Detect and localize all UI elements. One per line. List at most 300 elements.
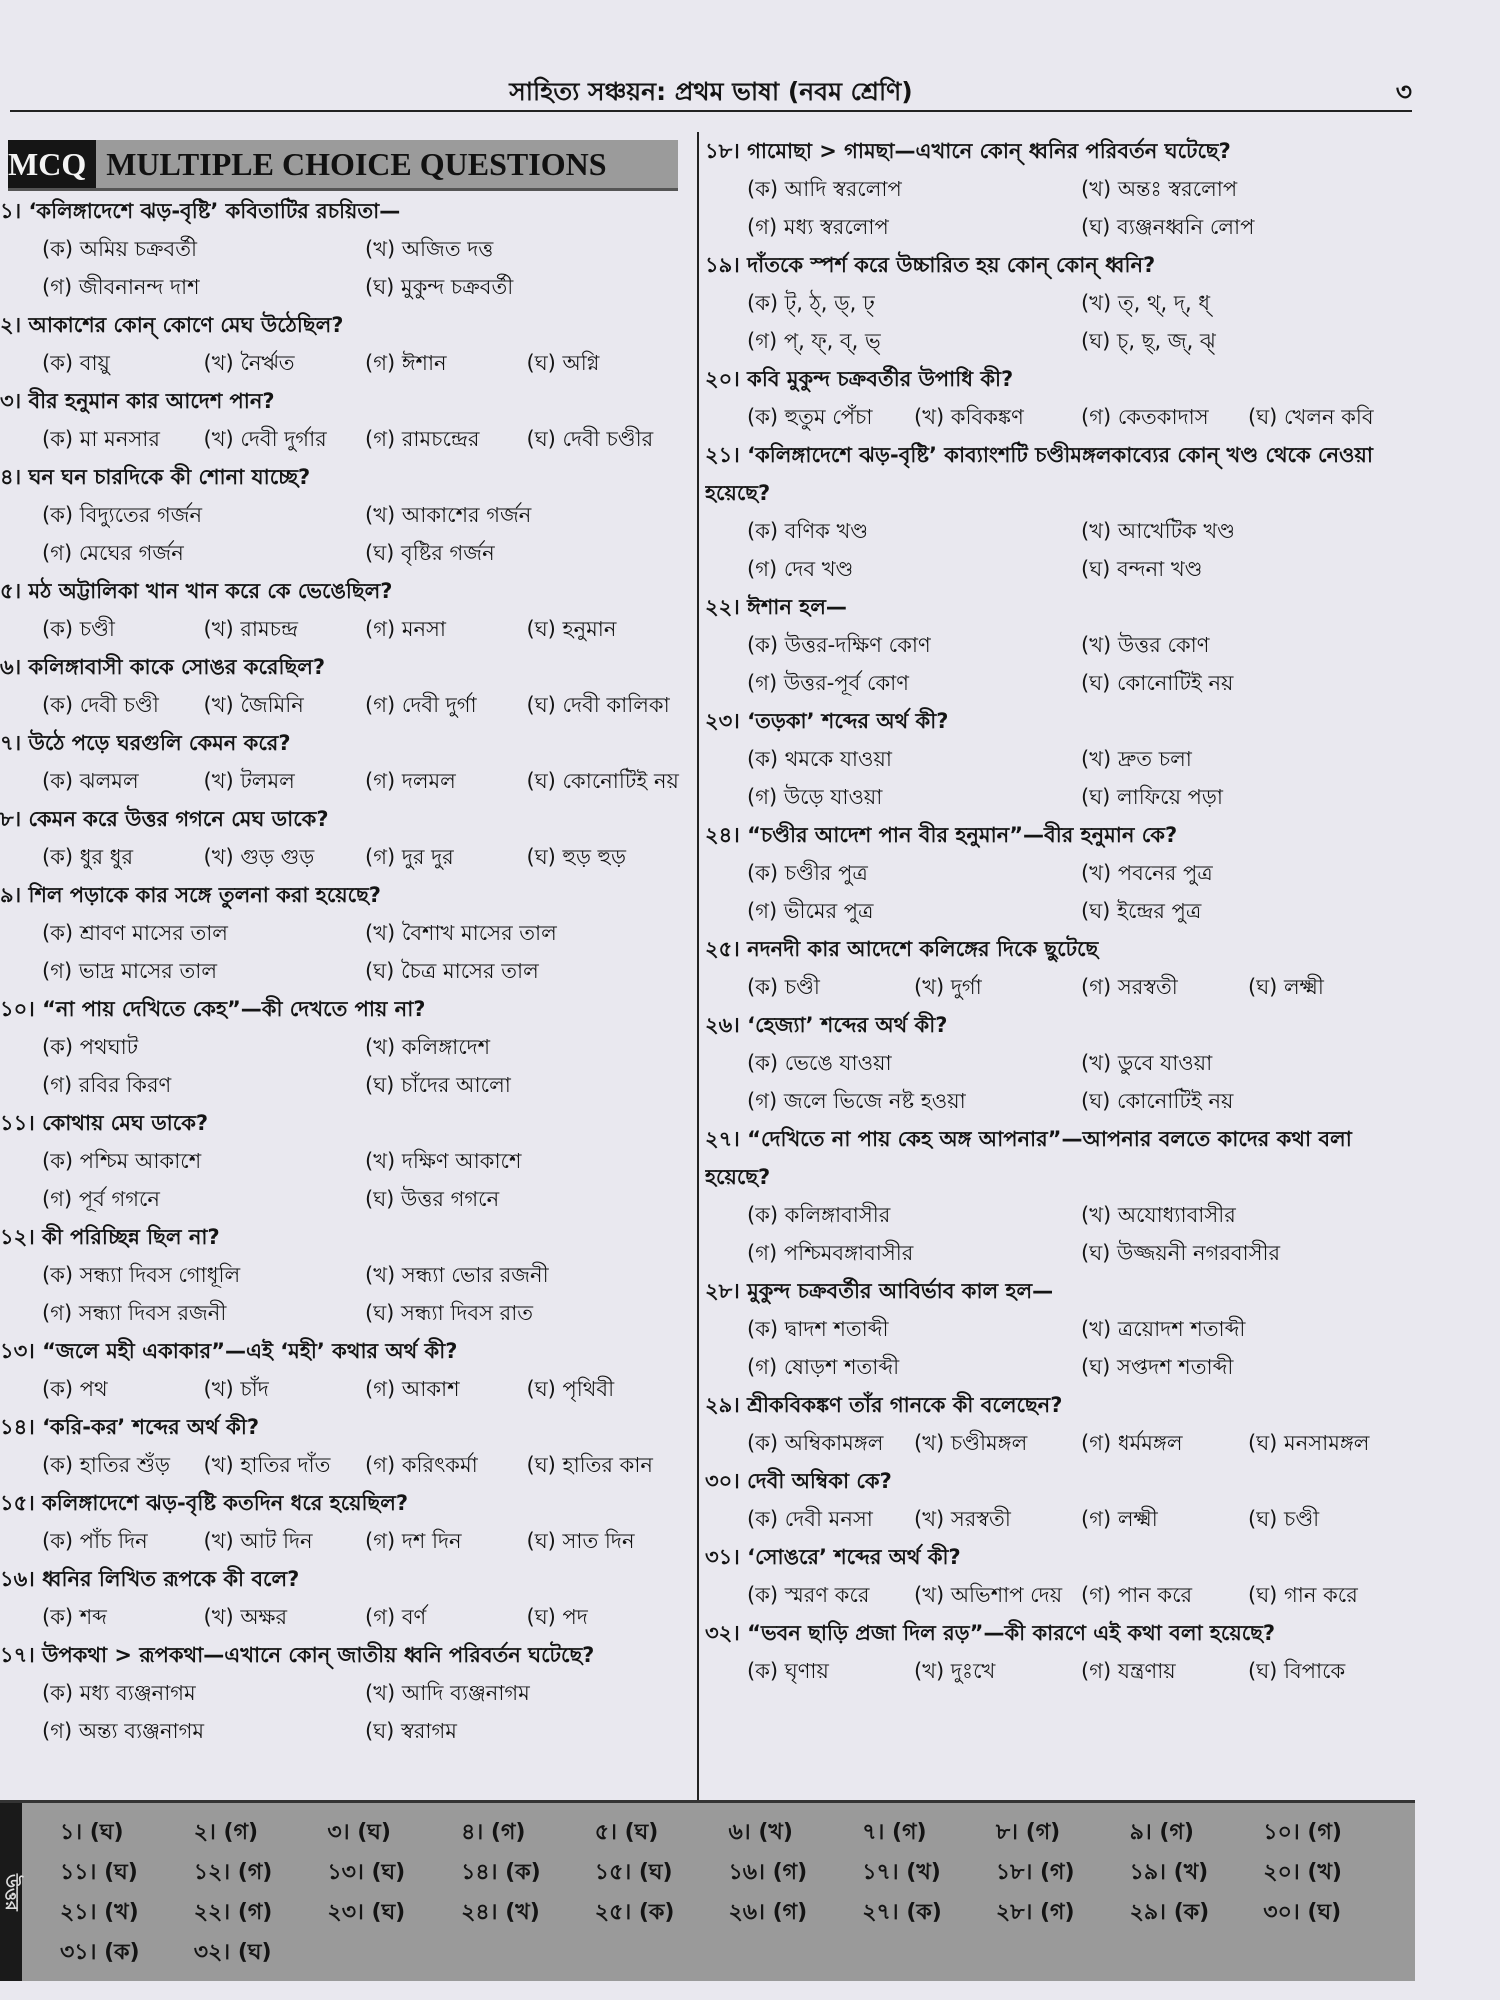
answer-key-item: ২১। (খ) [60,1900,139,1925]
answer-key-item: ১৮। (গ) [995,1860,1075,1885]
answer-option: (গ) মনসা [365,617,446,641]
option-list [705,968,1415,1006]
answer-option: (ক) পথ [42,1377,108,1401]
answer-option: (ক) স্মরণ করে [747,1583,870,1607]
answer-option: (গ) রামচন্দ্রের [365,427,480,451]
question-number: ৩। [0,389,22,413]
answer-option: (ঘ) কোনোটিই নয় [1081,1089,1234,1113]
answer-option: (ঘ) গান করে [1248,1583,1358,1607]
question-number: ২০। [705,367,740,391]
answer-option: (খ) কবিকঙ্কণ [914,405,1024,429]
question-stem: নদনদী কার আদেশে কলিঙ্গের দিকে ছুটেছে [747,937,1099,961]
answer-option: (গ) ধর্মমঙ্গল [1081,1431,1183,1455]
question-stem: বীর হনুমান কার আদেশ পান? [28,389,275,413]
question-item [705,246,1415,360]
answer-option: (গ) যন্ত্রণায় [1081,1659,1176,1683]
question-stem: দেবী অম্বিকা কে? [747,1469,892,1493]
answer-option: (ঘ) হুড় হুড় [526,845,627,869]
answer-option: (গ) দুর দুর [365,845,454,869]
question-text [0,1484,688,1522]
question-item [705,588,1415,702]
question-stem: ঘন ঘন চারদিকে কী শোনা যাচ্ছে? [28,465,311,489]
answer-key-item: ২৪। (খ) [461,1900,540,1925]
mcq-tag: MCQ [8,140,96,188]
answer-option: (ক) বিদ্যুতের গর্জন [42,503,203,527]
answer-option: (ঘ) বন্দনা খণ্ড [1081,557,1203,581]
answer-option: (খ) হাতির দাঁত [203,1453,331,1477]
question-number: ১৪। [0,1415,35,1439]
answer-option: (ঘ) চ্, ছ্, জ্, ঝ্ [1081,329,1216,353]
answer-option: (গ) অন্ত্য ব্যঞ্জনাগম [42,1719,205,1743]
answer-key-item: ২৫। (ক) [594,1900,675,1925]
answer-option: (ঘ) সন্ধ্যা দিবস রাত [365,1301,534,1325]
option-list [0,1674,688,1750]
question-number: ৩২। [705,1621,740,1645]
question-item [705,1006,1415,1120]
answer-option: (খ) চণ্ডীমঙ্গল [914,1431,1028,1455]
question-number: ১৬। [0,1567,35,1591]
answer-key-item: ৩২। (ঘ) [193,1940,272,1965]
answer-key-item: ৬। (খ) [728,1820,793,1845]
answer-key-item: ১৫। (ঘ) [594,1860,673,1885]
answer-option: (খ) আখেটিক খণ্ড [1081,519,1235,543]
answer-option: (খ) দ্রুত চলা [1081,747,1192,771]
right-question-column [705,132,1415,1690]
answer-option: (খ) দক্ষিণ আকাশে [365,1149,522,1173]
option-list [705,1576,1415,1614]
question-stem: কলিঙ্গাবাসী কাকে সোঙর করেছিল? [28,655,326,679]
answer-option: (ঘ) উত্তর গগনে [365,1187,500,1211]
question-text [705,1272,1415,1310]
answer-option: (ঘ) মুকুন্দ চক্রবর্তী [365,275,514,299]
option-list [0,1256,688,1332]
answer-option: (খ) ডুবে যাওয়া [1081,1051,1213,1075]
question-text [705,360,1415,398]
question-item [705,1538,1415,1614]
answer-option: (খ) ত্, থ্, দ্, ধ্ [1081,291,1211,315]
answer-option: (ঘ) স্বরাগম [365,1719,457,1743]
mcq-banner [8,140,678,191]
answer-option: (খ) আট দিন [203,1529,313,1553]
question-item [0,1104,688,1218]
answer-option: (গ) জলে ভিজে নষ্ট হওয়া [747,1089,966,1113]
question-item [705,132,1415,246]
answer-option: (ঘ) ব্যঞ্জনধ্বনি লোপ [1081,215,1255,239]
question-text [0,1408,688,1446]
answer-option: (গ) প্, ফ্, ব্, ভ্ [747,329,881,353]
answer-option: (ঘ) চাঁদের আলো [365,1073,511,1097]
answer-key-item: ১০। (গ) [1263,1820,1342,1845]
answer-option: (খ) অজিত দত্ত [365,237,494,261]
question-stem: “জলে মহী একাকার”—এই ‘মহী’ কথার অর্থ কী? [42,1339,458,1363]
question-text [0,876,688,914]
question-text [705,1538,1415,1576]
answer-option: (ক) অম্বিকামঙ্গল [747,1431,884,1455]
question-item [705,1462,1415,1538]
option-list [705,1310,1415,1386]
question-stem: গামোছা > গামছা—এখানে কোন্ ধ্বনির পরিবর্তন ঘটেছে? [747,139,1231,163]
answer-option: (খ) সরস্বতী [914,1507,1011,1531]
answer-option: (ক) অমিয় চক্রবর্তী [42,237,197,261]
question-item [0,1560,688,1636]
question-text [705,1386,1415,1424]
answer-key-item: ৭। (গ) [862,1820,927,1845]
answer-key-item: ২। (গ) [193,1820,259,1845]
question-item [705,930,1415,1006]
question-number: ৬। [0,655,22,679]
answer-key-item: ২৭। (ক) [862,1900,942,1925]
question-text [705,1006,1415,1044]
answer-option: (ঘ) বৃষ্টির গর্জন [365,541,495,565]
question-text [0,800,688,838]
answer-key [0,1800,1415,1981]
question-stem: মুকুন্দ চক্রবর্তীর আবির্ভাব কাল হল— [747,1279,1054,1303]
question-item [0,724,688,800]
option-list [0,1370,688,1408]
question-text [0,382,688,420]
answer-option: (ক) দেবী মনসা [747,1507,873,1531]
question-item [705,1386,1415,1462]
question-number: ১। [0,199,22,223]
answer-key-item: ২৯। (ক) [1129,1900,1210,1925]
question-item [0,990,688,1104]
answer-key-side-label: উত্তর [0,1803,22,1981]
answer-option: (খ) টলমল [203,769,295,793]
question-text [705,930,1415,968]
option-list [0,1028,688,1104]
answer-option: (ঘ) কোনোটিই নয় [1081,671,1234,695]
answer-option: (গ) পান করে [1081,1583,1193,1607]
question-number: ১৯। [705,253,740,277]
answer-option: (ঘ) অগ্নি [526,351,600,375]
answer-option: (খ) নৈর্ঋত [203,351,295,375]
answer-option: (খ) অভিশাপ দেয় [914,1583,1063,1607]
answer-option: (ঘ) হাতির কান [526,1453,653,1477]
question-number: ৯। [0,883,22,907]
option-list [705,1044,1415,1120]
answer-option: (গ) সরস্বতী [1081,975,1178,999]
answer-option: (গ) উড়ে যাওয়া [747,785,883,809]
answer-option: (খ) চাঁদ [203,1377,269,1401]
question-stem: আকাশের কোন্ কোণে মেঘ উঠেছিল? [28,313,344,337]
answer-option: (ক) থমকে যাওয়া [747,747,892,771]
question-stem: উপকথা > রূপকথা—এখানে কোন্ জাতীয় ধ্বনি পরিবর্তন ঘটেছে? [42,1643,595,1667]
question-stem: মঠ অট্টালিকা খান খান করে কে ভেঙেছিল? [28,579,393,603]
question-number: ১০। [0,997,35,1021]
question-item [0,1408,688,1484]
question-item [705,436,1415,588]
question-stem: ‘কলিঙ্গাদেশে ঝড়-বৃষ্টি’ কাব্যাংশটি চণ্ডীমঙ্গলকাব্যের কোন্ খণ্ড থেকে নেওয়া হয়েছে? [705,443,1373,505]
question-text [0,306,688,344]
answer-option: (খ) আদি ব্যঞ্জনাগম [365,1681,530,1705]
question-item [0,458,688,572]
question-number: ৫। [0,579,22,603]
answer-option: (খ) রামচন্দ্র [203,617,298,641]
answer-option: (খ) কলিঙ্গাদেশ [365,1035,491,1059]
question-number: ২৩। [705,709,740,733]
option-list [705,740,1415,816]
answer-option: (ক) ধুর ধুর [42,845,134,869]
question-stem: “দেখিতে না পায় কেহ অঙ্গ আপনার”—আপনার বলতে কাদের কথা বলা হয়েছে? [705,1127,1352,1189]
answer-option: (খ) দেবী দুর্গার [203,427,327,451]
answer-option: (ক) সন্ধ্যা দিবস গোধূলি [42,1263,241,1287]
answer-key-item: ৯। (গ) [1129,1820,1194,1845]
option-list [0,1446,688,1484]
answer-option: (ঘ) উজ্জয়নী নগরবাসীর [1081,1241,1281,1265]
answer-option: (ঘ) সাত দিন [526,1529,635,1553]
answer-key-item: ২৩। (ঘ) [327,1900,406,1925]
question-item [705,702,1415,816]
answer-key-item: ২৮। (গ) [995,1900,1075,1925]
question-text [0,724,688,762]
option-list [0,838,688,876]
question-number: ২৬। [705,1013,740,1037]
answer-key-item: ৮। (গ) [995,1820,1061,1845]
option-list [0,914,688,990]
question-stem: ‘করি-কর’ শব্দের অর্থ কী? [42,1415,260,1439]
question-number: ১৫। [0,1491,35,1515]
question-item [0,1218,688,1332]
page-number: ৩ [1395,77,1412,106]
question-number: ১২। [0,1225,35,1249]
answer-option: (ক) ঘৃণায় [747,1659,829,1683]
answer-option: (ঘ) লাফিয়ে পড়া [1081,785,1223,809]
answer-option: (ক) কলিঙ্গাবাসীর [747,1203,891,1227]
answer-option: (গ) মেঘের গর্জন [42,541,184,565]
answer-option: (ঘ) চণ্ডী [1248,1507,1320,1531]
answer-option: (গ) দেব খণ্ড [747,557,854,581]
answer-option: (ঘ) কোনোটিই নয় [526,769,679,793]
column-divider [697,132,699,1800]
question-item [0,192,688,306]
answer-option: (ঘ) দেবী চণ্ডীর [526,427,654,451]
option-list [0,686,688,724]
option-list [705,512,1415,588]
answer-option: (খ) পবনের পুত্র [1081,861,1213,885]
question-item [0,648,688,724]
question-text [705,246,1415,284]
answer-option: (ক) উত্তর-দক্ষিণ কোণ [747,633,931,657]
option-list [0,496,688,572]
question-number: ২১। [705,443,740,467]
question-stem: ঈশান হল— [747,595,847,619]
question-text [705,1614,1415,1652]
question-number: ২। [0,313,22,337]
answer-option: (খ) জৈমিনি [203,693,304,717]
question-number: ১৩। [0,1339,35,1363]
question-stem: ধ্বনির লিখিত রূপকে কী বলে? [42,1567,300,1591]
question-item [705,816,1415,930]
answer-key-item: ২২। (গ) [193,1900,273,1925]
question-text [0,458,688,496]
answer-option: (গ) ভীমের পুত্র [747,899,874,923]
question-stem: ‘কলিঙ্গাদেশে ঝড়-বৃষ্টি’ কবিতাটির রচয়িতা— [28,199,401,223]
answer-option: (ক) বায়ু [42,351,110,375]
option-list [705,626,1415,702]
question-stem: উঠে পড়ে ঘরগুলি কেমন করে? [28,731,291,755]
answer-option: (ক) দ্বাদশ শতাব্দী [747,1317,889,1341]
question-text [705,132,1415,170]
question-text [705,702,1415,740]
page-title: সাহিত্য সঞ্চয়ন: প্রথম ভাষা (নবম শ্রেণি) [509,77,913,106]
answer-option: (ক) ঝলমল [42,769,139,793]
question-number: ২২। [705,595,740,619]
answer-option: (গ) বর্ণ [365,1605,427,1629]
answer-key-item: ১৬। (গ) [728,1860,808,1885]
answer-option: (খ) ত্রয়োদশ শতাব্দী [1081,1317,1246,1341]
option-list [0,1598,688,1636]
question-item [0,306,688,382]
answer-option: (খ) অক্ষর [203,1605,288,1629]
answer-option: (ক) হাতির শুঁড় [42,1453,170,1477]
answer-option: (খ) গুড় গুড় [203,845,315,869]
question-number: ২৪। [705,823,740,847]
option-list [0,1142,688,1218]
question-number: ২৮। [705,1279,740,1303]
option-list [705,170,1415,246]
option-list [705,398,1415,436]
option-list [705,1196,1415,1272]
answer-option: (খ) দুর্গা [914,975,982,999]
question-text [0,648,688,686]
option-list [705,1424,1415,1462]
question-number: ৩০। [705,1469,740,1493]
question-stem: কেমন করে উত্তর গগনে মেঘ ডাকে? [28,807,329,831]
answer-option: (ক) পথঘাট [42,1035,139,1059]
answer-option: (ঘ) লক্ষ্মী [1248,975,1324,999]
question-item [0,876,688,990]
answer-option: (গ) পশ্চিমবঙ্গাবাসীর [747,1241,914,1265]
question-stem: কবি মুকুন্দ চক্রবর্তীর উপাধি কী? [747,367,1014,391]
question-item [0,1484,688,1560]
question-stem: শিল পড়াকে কার সঙ্গে তুলনা করা হয়েছে? [28,883,381,907]
question-text [705,816,1415,854]
answer-option: (খ) অন্তঃ স্বরলোপ [1081,177,1238,201]
answer-option: (ক) চণ্ডী [747,975,820,999]
question-text [705,588,1415,626]
answer-option: (ক) শ্রাবণ মাসের তাল [42,921,228,945]
page-header [10,66,1412,112]
answer-option: (গ) ষোড়শ শতাব্দী [747,1355,900,1379]
option-list [0,230,688,306]
answer-key-item: ১১। (ঘ) [60,1860,138,1885]
question-number: ৭। [0,731,22,755]
answer-option: (ক) ট্, ঠ্, ড্, ঢ্ [747,291,875,315]
answer-key-item: ১৯। (খ) [1129,1860,1209,1885]
question-item [0,1332,688,1408]
question-text [705,436,1415,512]
question-text [0,990,688,1028]
answer-key-item: ৩০। (ঘ) [1263,1900,1342,1925]
answer-option: (গ) ঈশান [365,351,447,375]
option-list [0,762,688,800]
answer-option: (খ) আকাশের গর্জন [365,503,532,527]
answer-key-item: ১। (ঘ) [60,1820,124,1845]
answer-option: (গ) দশ দিন [365,1529,462,1553]
answer-option: (খ) অযোধ্যাবাসীর [1081,1203,1236,1227]
answer-key-item: ৩। (ঘ) [327,1820,391,1845]
answer-option: (ক) বণিক খণ্ড [747,519,869,543]
answer-key-item: ১৭। (খ) [862,1860,941,1885]
question-text [0,1560,688,1598]
answer-option: (গ) ভাদ্র মাসের তাল [42,959,217,983]
question-item [0,382,688,458]
answer-option: (ক) আদি স্বরলোপ [747,177,902,201]
option-list [705,854,1415,930]
question-number: ৪। [0,465,22,489]
answer-option: (গ) রবির কিরণ [42,1073,172,1097]
answer-option: (গ) দলমল [365,769,456,793]
question-stem: শ্রীকবিকঙ্কণ তাঁর গানকে কী বলেছেন? [747,1393,1063,1417]
answer-option: (ক) শব্দ [42,1605,107,1629]
option-list [0,1522,688,1560]
question-number: ২৭। [705,1127,740,1151]
answer-option: (ক) মা মনসার [42,427,160,451]
answer-option: (ঘ) হনুমান [526,617,617,641]
question-number: ১৭। [0,1643,35,1667]
option-list [705,1500,1415,1538]
answer-option: (ক) চণ্ডী [42,617,115,641]
answer-option: (ক) চণ্ডীর পুত্র [747,861,868,885]
answer-option: (ঘ) পদ [526,1605,588,1629]
question-stem: কী পরিচ্ছিন্ন ছিল না? [42,1225,220,1249]
answer-option: (খ) দুঃখে [914,1659,996,1683]
question-number: ৩১। [705,1545,740,1569]
question-stem: ‘হেজ্যা’ শব্দের অর্থ কী? [747,1013,948,1037]
question-item [705,1614,1415,1690]
answer-option: (গ) দেবী দুর্গা [365,693,477,717]
question-item [0,800,688,876]
question-stem: দাঁতকে স্পর্শ করে উচ্চারিত হয় কোন্ কোন্ ধ্বনি? [747,253,1156,277]
question-item [705,360,1415,436]
option-list [0,344,688,382]
answer-option: (ক) পশ্চিম আকাশে [42,1149,202,1173]
answer-option: (ক) পাঁচ দিন [42,1529,148,1553]
answer-option: (ক) ভেঙে যাওয়া [747,1051,892,1075]
mcq-banner-title: MULTIPLE CHOICE QUESTIONS [106,146,607,182]
answer-option: (ঘ) চৈত্র মাসের তাল [365,959,539,983]
question-stem: ‘তড়কা’ শব্দের অর্থ কী? [747,709,949,733]
question-stem: “চণ্ডীর আদেশ পান বীর হনুমান”—বীর হনুমান কে? [747,823,1178,847]
answer-option: (গ) উত্তর-পূর্ব কোণ [747,671,909,695]
answer-option: (ঘ) বিপাকে [1248,1659,1346,1683]
answer-option: (খ) উত্তর কোণ [1081,633,1210,657]
answer-option: (গ) জীবনানন্দ দাশ [42,275,200,299]
answer-option: (ঘ) পৃথিবী [526,1377,615,1401]
question-number: ২৯। [705,1393,740,1417]
question-item [705,1272,1415,1386]
answer-key-item: ১২। (গ) [193,1860,273,1885]
question-text [0,1104,688,1142]
left-question-column [0,192,688,1750]
question-text [705,1120,1415,1196]
question-item [0,572,688,648]
answer-option: (ক) মধ্য ব্যঞ্জনাগম [42,1681,196,1705]
answer-option: (গ) মধ্য স্বরলোপ [747,215,889,239]
option-list [705,284,1415,360]
answer-key-item: ৪। (গ) [461,1820,526,1845]
answer-key-item: ২০। (খ) [1263,1860,1342,1885]
option-list [705,1652,1415,1690]
question-text [0,192,688,230]
answer-key-item: ৩১। (ক) [60,1940,140,1965]
answer-option: (ঘ) দেবী কালিকা [526,693,670,717]
answer-option: (ঘ) খেলন কবি [1248,405,1374,429]
answer-option: (গ) কেতকাদাস [1081,405,1209,429]
answer-option: (ঘ) সপ্তদশ শতাব্দী [1081,1355,1234,1379]
answer-key-item: ১৪। (ক) [461,1860,541,1885]
answer-option: (খ) সন্ধ্যা ভোর রজনী [365,1263,549,1287]
